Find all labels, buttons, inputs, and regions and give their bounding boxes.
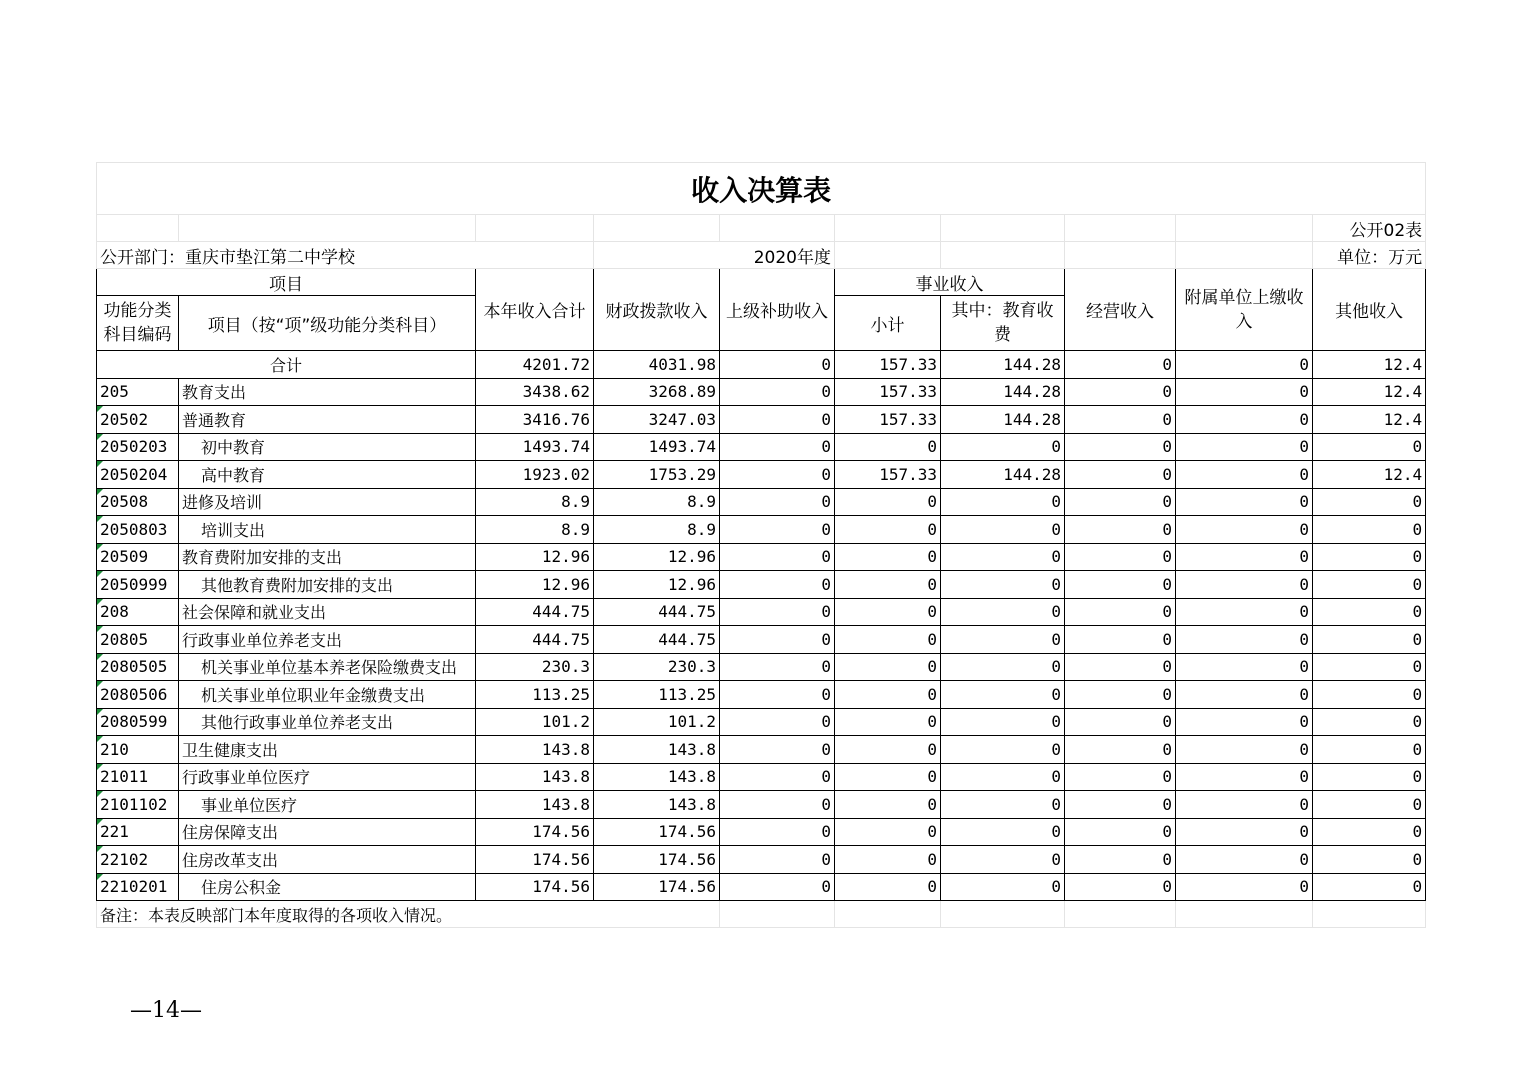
row-code-text: 2080505 [100,657,168,677]
row-value: 12.96 [594,571,720,599]
cell-marker-icon [97,406,103,412]
row-name: 行政事业单位养老支出 [179,626,476,654]
row-value: 0 [720,763,835,791]
row-value: 0 [1065,598,1176,626]
table-row [97,708,1426,736]
header-career-subtotal: 小计 [835,296,941,351]
row-value: 0 [1313,763,1426,791]
row-value: 0 [941,543,1065,571]
row-code-text: 21011 [100,767,149,787]
row-value: 0 [1313,433,1426,461]
row-value: 8.9 [476,488,594,516]
footnote: 备注：本表反映部门本年度取得的各项收入情况。 [97,901,720,928]
row-value: 0 [1065,653,1176,681]
row-value: 0 [1313,543,1426,571]
table-row [97,681,1426,709]
row-value: 0 [1313,791,1426,819]
row-value: 0 [1065,791,1176,819]
row-value: 0 [941,791,1065,819]
row-value: 144.28 [941,406,1065,434]
row-value: 143.8 [594,791,720,819]
row-value: 0 [835,516,941,544]
row-value: 0 [1176,763,1313,791]
row-code-text: 2101102 [100,794,168,814]
table-row [97,378,1426,406]
cell-marker-icon [97,434,103,440]
cell-marker-icon [97,819,103,825]
row-code-text: 2210201 [100,877,168,897]
row-value: 0 [835,791,941,819]
row-value: 0 [1313,736,1426,764]
row-value: 0 [835,873,941,901]
row-name: 培训支出 [179,516,476,544]
row-value: 157.33 [835,406,941,434]
row-value: 0 [720,681,835,709]
table-row [97,571,1426,599]
row-code [97,406,179,434]
row-value: 143.8 [476,736,594,764]
income-final-accounts-table [96,162,1426,928]
row-value: 101.2 [476,708,594,736]
total-cell: 12.4 [1313,351,1426,379]
row-value: 0 [720,543,835,571]
cell-marker-icon [97,599,103,605]
row-value: 0 [941,681,1065,709]
row-value: 144.28 [941,378,1065,406]
department-label: 公开部门：重庆市垫江第二中学校 [97,242,594,269]
row-value: 0 [835,708,941,736]
row-value: 0 [835,736,941,764]
row-name: 卫生健康支出 [179,736,476,764]
row-code [97,681,179,709]
row-value: 0 [941,598,1065,626]
row-value: 3438.62 [476,378,594,406]
table-row [97,791,1426,819]
row-value: 0 [835,433,941,461]
row-value: 0 [1176,516,1313,544]
row-name: 住房公积金 [179,873,476,901]
unit-label: 单位：万元 [1313,242,1426,269]
cell-marker-icon [97,736,103,742]
row-value: 0 [1176,598,1313,626]
row-value: 174.56 [476,818,594,846]
row-value: 0 [1065,488,1176,516]
row-value: 0 [941,626,1065,654]
row-code-text: 2080599 [100,712,168,732]
row-value: 0 [1065,461,1176,489]
row-value: 0 [720,461,835,489]
row-value: 0 [720,791,835,819]
cell-marker-icon [97,709,103,715]
form-number: 公开02表 [1313,215,1426,242]
row-value: 0 [1176,378,1313,406]
row-value: 0 [720,433,835,461]
row-value: 0 [1065,818,1176,846]
row-code [97,378,179,406]
row-value: 0 [941,571,1065,599]
row-value: 0 [720,516,835,544]
table-row [97,406,1426,434]
table-row [97,818,1426,846]
row-code [97,763,179,791]
row-value: 0 [1176,543,1313,571]
row-value: 1923.02 [476,461,594,489]
row-value: 0 [1313,488,1426,516]
row-value: 0 [720,708,835,736]
row-value: 12.4 [1313,378,1426,406]
row-value: 0 [941,763,1065,791]
total-cell: 157.33 [835,351,941,379]
row-name: 其他行政事业单位养老支出 [179,708,476,736]
row-value: 0 [1176,571,1313,599]
row-value: 0 [720,378,835,406]
row-value: 0 [1065,378,1176,406]
row-code [97,873,179,901]
row-value: 0 [1176,736,1313,764]
row-value: 0 [1313,626,1426,654]
row-code-text: 20805 [100,629,149,649]
row-code [97,488,179,516]
header-career-income: 事业收入 [835,269,1065,296]
row-name: 机关事业单位基本养老保险缴费支出 [179,653,476,681]
row-value: 0 [1065,406,1176,434]
row-value: 3416.76 [476,406,594,434]
table-row [97,763,1426,791]
row-value: 8.9 [476,516,594,544]
cell-marker-icon [97,681,103,687]
total-row [97,351,1426,379]
table-row [97,433,1426,461]
row-value: 0 [1176,406,1313,434]
cell-marker-icon [97,461,103,467]
row-name: 普通教育 [179,406,476,434]
table-title: 收入决算表 [97,163,1426,215]
table-row [97,653,1426,681]
row-value: 0 [941,653,1065,681]
row-value: 0 [1176,873,1313,901]
cell-marker-icon [97,654,103,660]
row-value: 143.8 [476,791,594,819]
row-code [97,626,179,654]
row-value: 0 [720,873,835,901]
row-value: 8.9 [594,488,720,516]
page-number: —14— [130,998,202,1023]
row-value: 0 [1176,626,1313,654]
row-code-text: 20502 [100,409,149,429]
row-value: 174.56 [476,873,594,901]
row-name: 其他教育费附加安排的支出 [179,571,476,599]
header-project: 项目 [97,269,476,296]
total-cell: 144.28 [941,351,1065,379]
row-code [97,708,179,736]
row-code [97,818,179,846]
row-code-text: 221 [100,822,129,842]
total-label: 合计 [97,351,476,379]
row-value: 174.56 [594,818,720,846]
row-value: 0 [720,406,835,434]
cell-marker-icon [97,626,103,632]
total-cell: 0 [1065,351,1176,379]
row-value: 0 [1065,571,1176,599]
row-value: 0 [1313,873,1426,901]
row-code-text: 20508 [100,492,149,512]
row-value: 143.8 [594,736,720,764]
header-total-income: 本年收入合计 [476,269,594,351]
row-value: 0 [720,488,835,516]
row-code [97,598,179,626]
row-value: 12.4 [1313,406,1426,434]
row-value: 0 [1313,708,1426,736]
row-value: 12.96 [594,543,720,571]
row-value: 0 [835,763,941,791]
row-value: 12.96 [476,571,594,599]
row-value: 0 [835,681,941,709]
row-value: 0 [720,571,835,599]
row-value: 0 [1313,516,1426,544]
row-code-text: 2050999 [100,574,168,594]
row-value: 0 [835,626,941,654]
header-business-income: 经营收入 [1065,269,1176,351]
row-value: 0 [1176,818,1313,846]
row-value: 3247.03 [594,406,720,434]
row-name: 进修及培训 [179,488,476,516]
row-code-text: 20509 [100,547,149,567]
row-value: 0 [1065,433,1176,461]
row-name: 初中教育 [179,433,476,461]
row-code [97,461,179,489]
row-value: 3268.89 [594,378,720,406]
row-value: 1753.29 [594,461,720,489]
cell-marker-icon [97,489,103,495]
row-value: 143.8 [594,763,720,791]
row-value: 12.4 [1313,461,1426,489]
row-value: 0 [835,653,941,681]
header-function-code: 功能分类科目编码 [97,296,179,351]
cell-marker-icon [97,764,103,770]
cell-marker-icon [97,791,103,797]
row-value: 0 [1313,598,1426,626]
cell-marker-icon [97,874,103,880]
row-name: 机关事业单位职业年金缴费支出 [179,681,476,709]
row-value: 0 [941,846,1065,874]
row-value: 0 [1065,846,1176,874]
row-value: 0 [835,598,941,626]
row-value: 0 [835,488,941,516]
row-code-text: 208 [100,602,129,622]
row-value: 230.3 [476,653,594,681]
row-code [97,846,179,874]
row-name: 住房改革支出 [179,846,476,874]
row-value: 157.33 [835,378,941,406]
row-value: 101.2 [594,708,720,736]
row-name: 教育费附加安排的支出 [179,543,476,571]
total-cell: 4031.98 [594,351,720,379]
table-row [97,516,1426,544]
row-value: 0 [1176,791,1313,819]
row-value: 0 [941,488,1065,516]
row-value: 1493.74 [476,433,594,461]
table-row [97,873,1426,901]
row-name: 教育支出 [179,378,476,406]
row-value: 0 [1176,488,1313,516]
total-cell: 4201.72 [476,351,594,379]
row-value: 0 [941,433,1065,461]
table-row [97,846,1426,874]
header-superior-subsidy: 上级补助收入 [720,269,835,351]
row-value: 1493.74 [594,433,720,461]
row-name: 行政事业单位医疗 [179,763,476,791]
row-value: 0 [835,543,941,571]
fiscal-year: 2020年度 [594,242,835,269]
row-code [97,543,179,571]
row-value: 0 [1176,461,1313,489]
row-name: 事业单位医疗 [179,791,476,819]
row-value: 113.25 [594,681,720,709]
row-code-text: 2050803 [100,519,168,539]
row-code-text: 22102 [100,849,149,869]
row-value: 0 [1065,543,1176,571]
row-value: 0 [1065,516,1176,544]
row-value: 144.28 [941,461,1065,489]
row-code-text: 205 [100,382,129,402]
row-value: 0 [1313,681,1426,709]
row-value: 0 [1313,653,1426,681]
cell-marker-icon [97,571,103,577]
row-code [97,571,179,599]
header-affiliated-income: 附属单位上缴收入 [1176,269,1313,351]
table-row [97,488,1426,516]
header-item-name: 项目（按“项”级功能分类科目） [179,296,476,351]
row-value: 0 [941,818,1065,846]
row-value: 0 [941,708,1065,736]
row-code [97,516,179,544]
row-value: 0 [720,846,835,874]
row-value: 444.75 [594,626,720,654]
row-value: 0 [835,571,941,599]
row-value: 0 [1176,681,1313,709]
header-other-income: 其他收入 [1313,269,1426,351]
row-name: 社会保障和就业支出 [179,598,476,626]
row-value: 0 [1313,818,1426,846]
table-row [97,461,1426,489]
row-value: 0 [835,818,941,846]
row-value: 0 [1065,763,1176,791]
row-value: 0 [720,598,835,626]
row-code-text: 2050203 [100,437,168,457]
row-value: 143.8 [476,763,594,791]
row-value: 174.56 [594,846,720,874]
row-value: 0 [1176,846,1313,874]
row-value: 0 [1176,433,1313,461]
row-code [97,433,179,461]
table-row [97,598,1426,626]
row-value: 444.75 [476,626,594,654]
table-row [97,736,1426,764]
row-value: 0 [941,516,1065,544]
row-value: 157.33 [835,461,941,489]
row-value: 0 [1313,846,1426,874]
table-row [97,626,1426,654]
row-code-text: 2080506 [100,684,168,704]
row-value: 0 [1313,571,1426,599]
row-value: 174.56 [594,873,720,901]
row-value: 0 [720,818,835,846]
row-code [97,791,179,819]
header-career-edu-fee: 其中：教育收费 [941,296,1065,351]
total-cell: 0 [1176,351,1313,379]
row-value: 0 [1176,708,1313,736]
row-value: 0 [835,846,941,874]
row-value: 0 [1065,873,1176,901]
cell-marker-icon [97,516,103,522]
row-value: 0 [1065,681,1176,709]
cell-marker-icon [97,846,103,852]
row-name: 高中教育 [179,461,476,489]
table-row [97,543,1426,571]
cell-marker-icon [97,544,103,550]
row-value: 444.75 [476,598,594,626]
row-code [97,653,179,681]
row-value: 8.9 [594,516,720,544]
row-code-text: 210 [100,739,129,759]
row-name: 住房保障支出 [179,818,476,846]
row-value: 0 [720,626,835,654]
row-value: 0 [941,873,1065,901]
row-value: 174.56 [476,846,594,874]
header-fiscal-income: 财政拨款收入 [594,269,720,351]
row-value: 113.25 [476,681,594,709]
row-value: 444.75 [594,598,720,626]
row-code [97,736,179,764]
row-value: 12.96 [476,543,594,571]
row-value: 0 [720,736,835,764]
row-value: 0 [1176,653,1313,681]
row-value: 0 [1065,708,1176,736]
row-value: 0 [1065,736,1176,764]
row-value: 0 [1065,626,1176,654]
row-value: 0 [941,736,1065,764]
row-value: 230.3 [594,653,720,681]
total-cell: 0 [720,351,835,379]
row-value: 0 [720,653,835,681]
row-code-text: 2050204 [100,464,168,484]
